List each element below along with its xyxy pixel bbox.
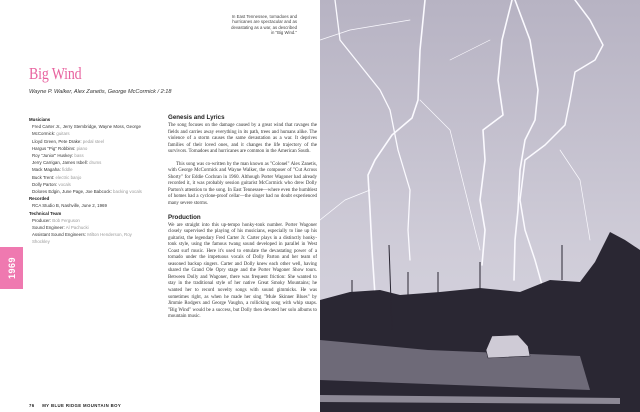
credit-names: Mack Magaha:: [32, 167, 61, 173]
credit-role: pedal steel: [82, 138, 105, 144]
page-number: 76: [29, 403, 35, 408]
credit-role: guitars: [56, 131, 70, 137]
credit-item: [29, 123, 149, 137]
credit-role: bass: [74, 153, 84, 159]
production-paragraph: We are straight into this up-tempo honky-tonk number. Porter Wagoner closely supervised the playing of his musicians, especially to line up his guitarist, the legendary Fred Carter Jr. Carter plays in a distinctly honky-tonk style, using the famous twang sound developed in parallel in West Coast surf music. Here it's used to emulate the devastating power of a tornado under the impetuous vocals of Dolly Parton and her team of seasoned backup singers. Carter and Dolly knew each other well, having shared the Grand Ole Opry stage and the Porter Wagoner Show tours. Between Dolly and Wagoner, there was frequent friction: She wanted to stay in the traditional style of her native Great Smoky Mountains; he wanted her to record novelty songs with sound gimmicks. He was sometimes right, as when he made her sing "Mule Skinner Blues" by Jimmie Rodgers and George Vaughn, a rollicking song with whip snaps. "Big Wind" would be a success, but Dolly then devoted her solo albums to mountain music.: [168, 222, 317, 320]
credits-column: [29, 116, 149, 246]
credit-role: electric banjo: [55, 174, 82, 180]
credit-item: [29, 224, 149, 231]
credit-names: Dolly Parton:: [32, 181, 58, 187]
credit-names: Fred Carter Jr., Jerry Stembridge, Wayne Moss, George McCormick:: [32, 124, 141, 137]
credit-item: [29, 174, 149, 181]
credit-names: Producer:: [32, 217, 52, 223]
credit-names: Roy "Junior" Huskey:: [32, 153, 74, 159]
book-title: MY BLUE RIDGE MOUNTAIN BOY: [42, 403, 122, 408]
credit-names: Lloyd Green, Pete Drake:: [32, 138, 82, 144]
production-heading: Production: [168, 213, 201, 221]
credit-role: Bob Ferguson: [52, 217, 80, 223]
credit-item: [29, 217, 149, 224]
year-tab: [0, 247, 23, 289]
musicians-list: [29, 123, 149, 195]
credit-names: Assistant Sound Engineers:: [32, 232, 86, 238]
song-credits: Wayne P. Walker, Alex Zanetis, George McCormick / 2:18: [29, 89, 172, 95]
article-body: [168, 114, 317, 321]
credit-names: Buck Trent:: [32, 174, 55, 180]
credit-item: [29, 166, 149, 173]
credit-role: Milton Henderson, Roy Shockley: [32, 232, 132, 245]
photo-caption: In East Tennessee, tornadoes and hurricanes are spectacular and as devastating as a war, as described in "Big Wind.": [231, 14, 297, 35]
credit-item: [29, 145, 149, 152]
year-label: 1969: [6, 256, 17, 280]
credit-names: Sound Engineer:: [32, 225, 65, 231]
credit-role: piano: [76, 145, 88, 151]
genesis-paragraph: The song focuses on the damage caused by a great wind that ravages the fields and carries away everything in its path, trees and humans alike. The violence of a storm causes the same devastation as a war. It deprives families of their loved ones, and it changes the life trajectory of the survivors. Tornadoes and hurricanes are common in the American South.: [168, 123, 317, 155]
credit-item: [29, 188, 149, 195]
credit-role: vocals: [58, 181, 71, 187]
credit-names: Hargus "Pig" Robbins:: [32, 145, 76, 151]
credit-role: Al Pachucki: [65, 225, 89, 231]
credit-item: [29, 159, 149, 166]
credit-role: drums: [89, 160, 102, 166]
credit-item: [29, 181, 149, 188]
song-title: Big Wind: [29, 64, 82, 83]
credit-role: fiddle: [62, 167, 73, 173]
genesis-paragraph: This song was co-written by the man known as "Colonel" Alex Zanetis, with George McCormick and Wayne Walker, the composer of "Cut Across Shorty" for Eddie Cochran in 1960. Although Porter Wagoner had already recorded it, it was probably session guitarist McCormick who drew Dolly Parton's attention to the song. In East Tennessee—where even the humblest of homes had a cyclone-proof cellar—the singer had no doubt experienced many severe storms.: [168, 161, 317, 207]
musicians-heading: Musicians: [29, 117, 51, 122]
credit-names: Dolores Edgin, June Page, Joe Babcock:: [32, 189, 112, 195]
credit-item: [29, 138, 149, 145]
technical-heading: Technical Team: [29, 210, 62, 216]
recorded-heading: Recorded: [29, 196, 50, 202]
technical-list: [29, 217, 149, 246]
credit-role: backing vocals: [113, 189, 142, 195]
credit-names: Jerry Carrigan, James Isbell:: [32, 160, 88, 166]
lightning-storm-photo: [320, 0, 640, 412]
credit-item: [29, 231, 149, 245]
genesis-heading: Genesis and Lyrics: [168, 114, 225, 121]
page-footer: [29, 403, 121, 408]
credit-item: [29, 152, 149, 159]
recorded-value: RCA Studio B, Nashville, June 2, 1969: [32, 203, 107, 209]
